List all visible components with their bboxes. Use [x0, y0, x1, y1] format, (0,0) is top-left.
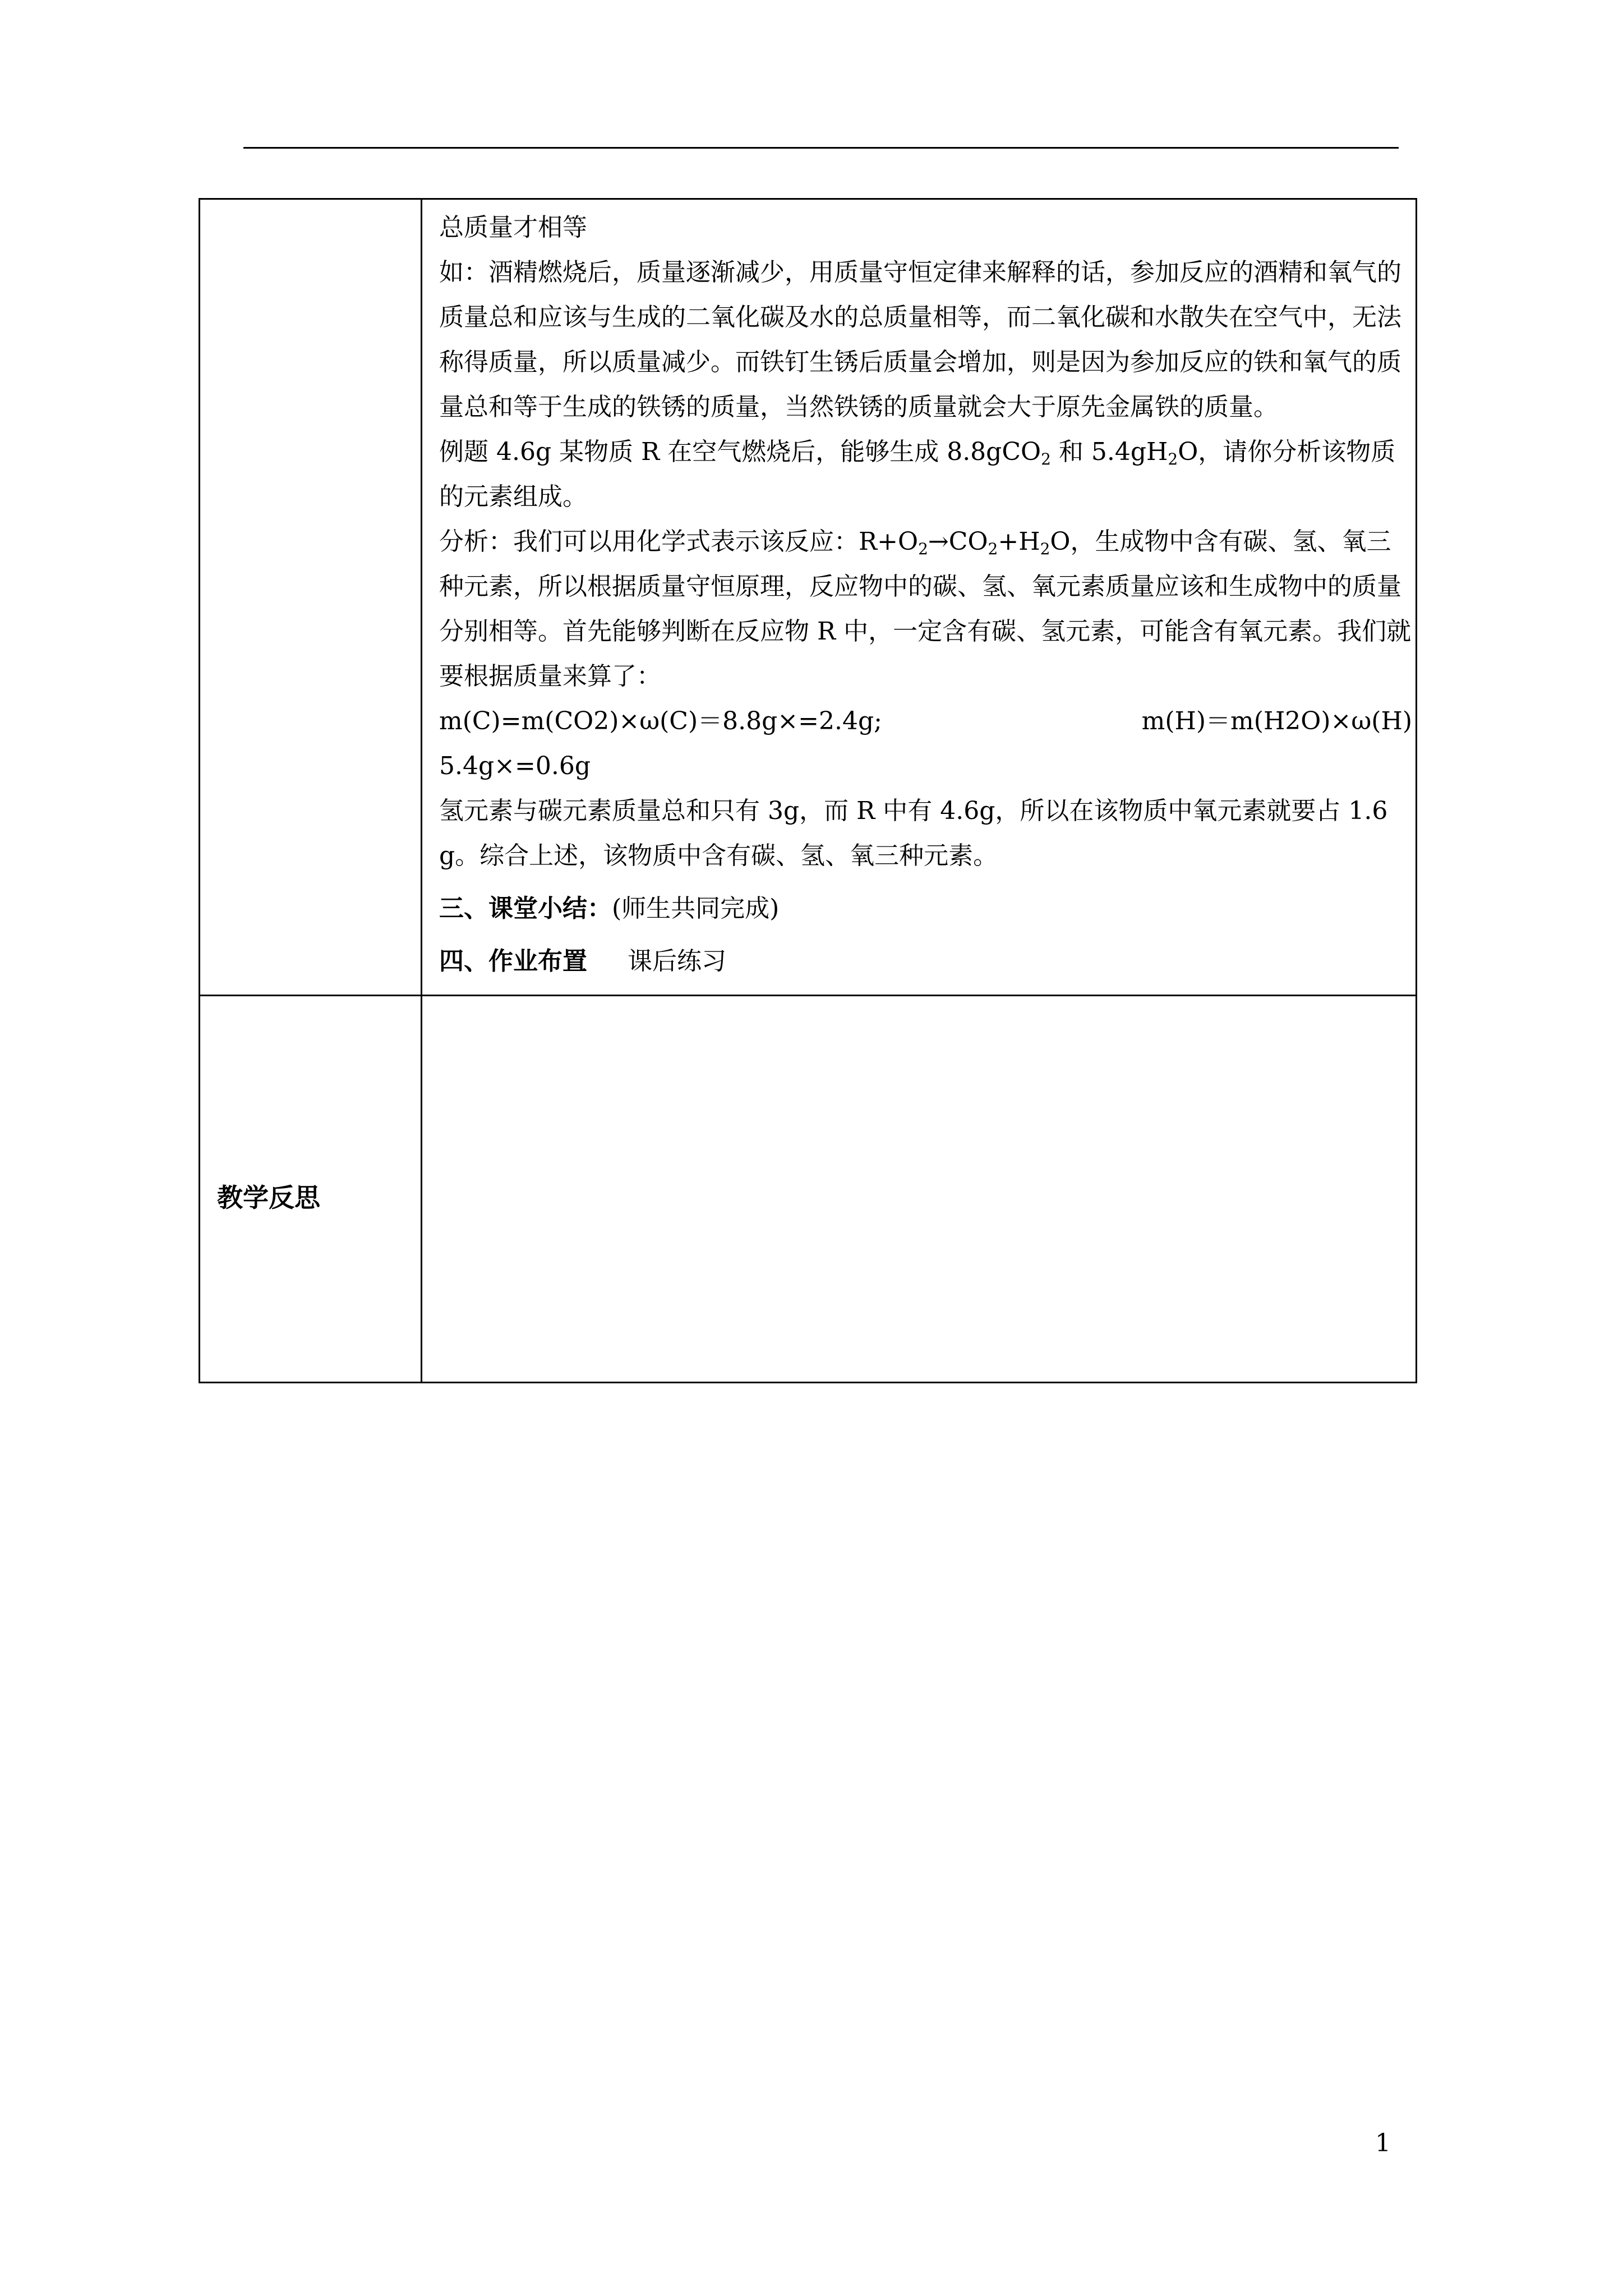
summary-heading: 三、课堂小结： — [439, 894, 612, 923]
text-line: 总质量才相等 — [439, 213, 587, 242]
conclusion-paragraph: 氢元素与碳元素质量总和只有 3g，而 R 中有 4.6g，所以在该物质中氧元素就要占 1.6g。综合上述，该物质中含有碳、氢、氧三种元素。 — [439, 797, 1388, 870]
homework-section — [439, 939, 1412, 984]
lesson-plan-table — [199, 198, 1417, 1383]
empty-label-cell — [200, 199, 422, 996]
explanation-paragraph: 如：酒精燃烧后，质量逐渐减少，用质量守恒定律来解释的话，参加反应的酒精和氧气的质量总和应该与生成的二氧化碳及水的总质量相等，而二氧化碳和水散失在空气中，无法称得质量，所以质量减少。而铁钉生锈后质量会增加，则是因为参加反应的铁和氧气的质量总和等于生成的铁锈的质量，当然铁锈的质量就会大于原先金属铁的质量。 — [439, 258, 1401, 421]
table-row — [200, 199, 1417, 996]
analysis-paragraph: 分析：我们可以用化学式表示该反应：$R+O_2\to CO_2+H_2O$，生成物中含有碳、氢、氧三种元素，所以根据质量守恒原理，反应物中的碳、氢、氧元素质量应该和生成物中的质量分别相等。首先能够判断在反应物 R 中，一定含有碳、氢元素，可能含有氧元素。我们就要根据质量来算了： — [439, 527, 1412, 691]
reflection-label-cell — [200, 996, 422, 1383]
hydrogen-mass-formula: m(H)＝m(H2O)×ω(H) — [1141, 707, 1412, 735]
header-rule — [243, 147, 1399, 149]
hydrogen-mass-result: 5.4g×=0.6g — [439, 752, 591, 780]
summary-note: (师生共同完成) — [612, 894, 780, 923]
page-number: 1 — [1375, 2129, 1391, 2157]
reflection-content-cell — [422, 996, 1417, 1383]
summary-section — [439, 886, 1412, 931]
reflection-label: 教学反思 — [217, 1182, 320, 1213]
carbon-mass-formula: m(C)=m(CO2)×ω(C)＝8.8g×=2.4g; — [439, 707, 882, 735]
example-problem: 例题 4.6g 某物质 R 在空气燃烧后，能够生成 8.8gCO$_2$ 和 $5.4gH_2O$，请你分析该物质的元素组成。 — [439, 438, 1396, 511]
mass-calculation — [439, 699, 1412, 744]
homework-heading: 四、作业布置 — [439, 947, 587, 976]
content-cell — [422, 199, 1417, 996]
table-row — [200, 996, 1417, 1383]
homework-note: 课后练习 — [628, 947, 726, 976]
